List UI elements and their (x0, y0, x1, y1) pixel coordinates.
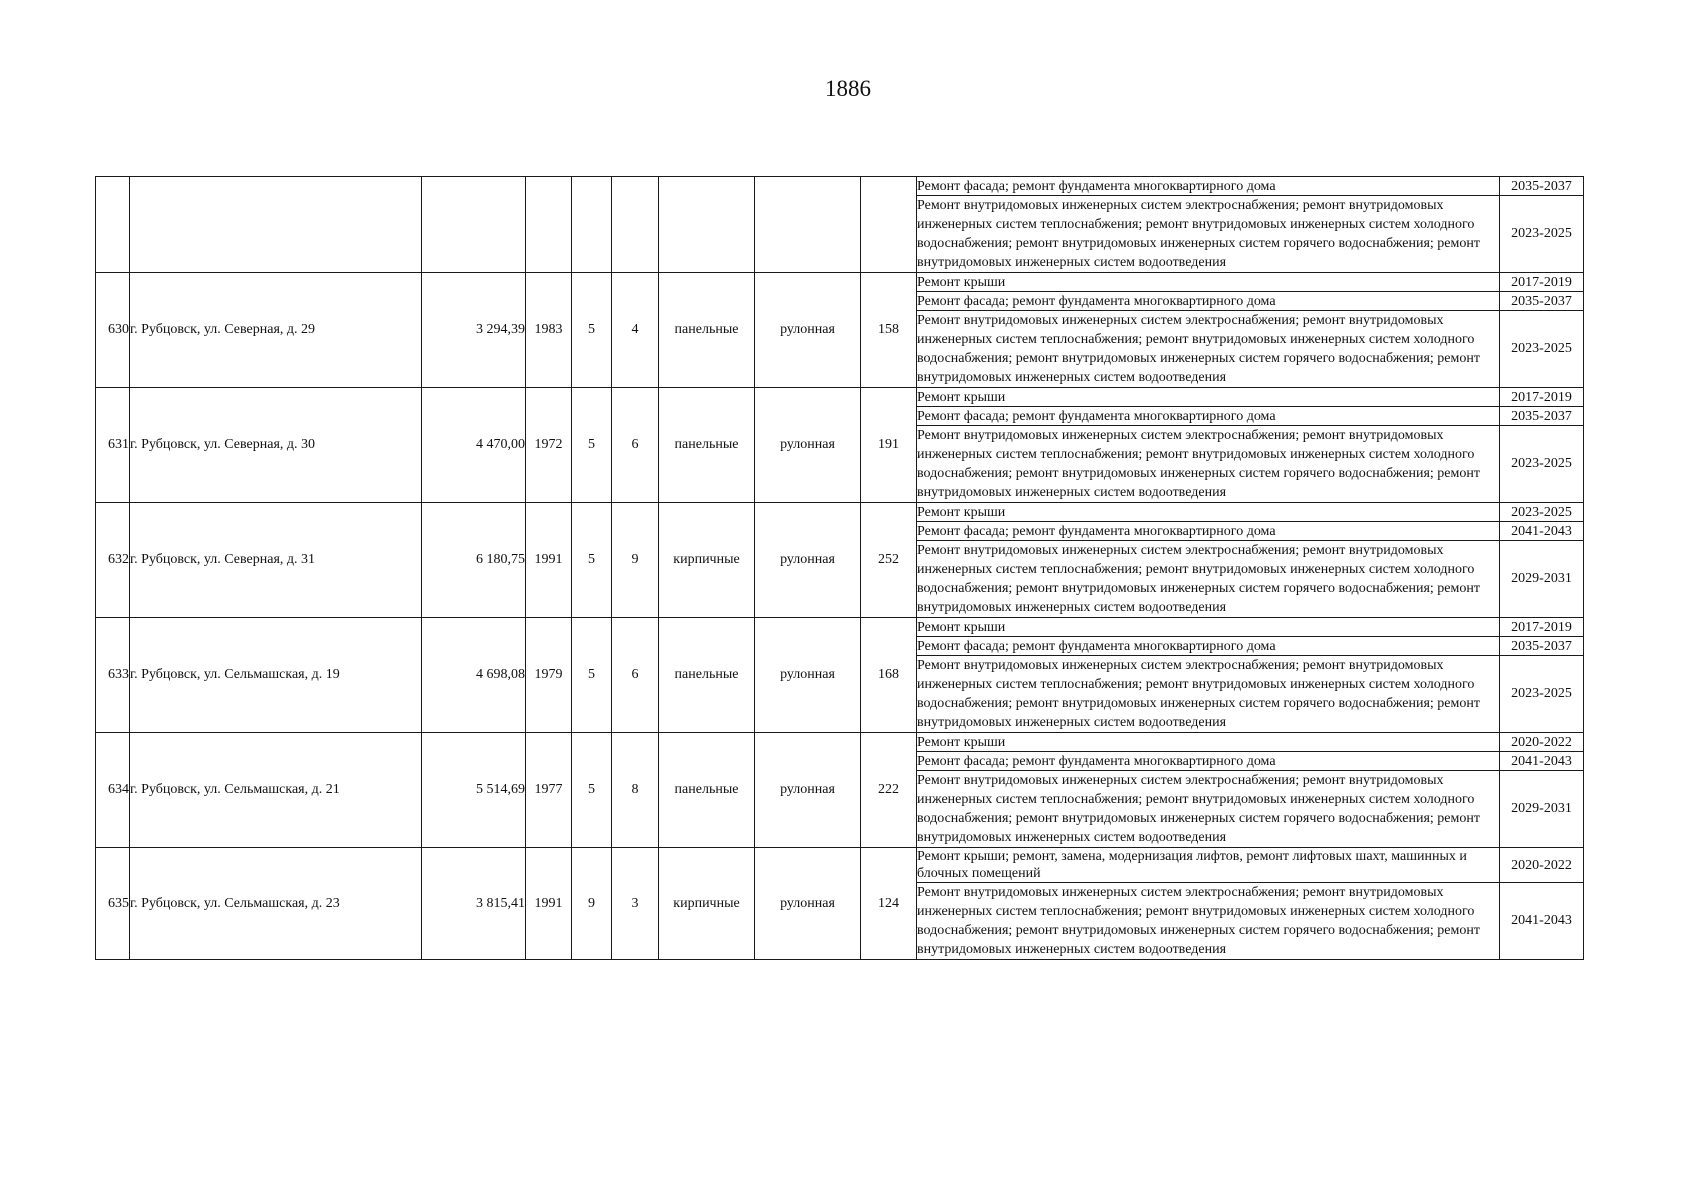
work-period: 2041-2043 (1500, 522, 1584, 541)
entrances: 8 (612, 733, 659, 848)
row-number: 630 (96, 273, 130, 388)
work-description: Ремонт внутридомовых инженерных систем электроснабжения; ремонт внутридомовых инженерных систем теплоснабжения; ремонт внутридомовых инженерных систем холодного водоснабжения; ремонт внутридомовых инженерных систем горячего водоснабжения; ремонт внутридомовых инженерных систем водоотведения (917, 311, 1500, 388)
entrances: 6 (612, 618, 659, 733)
table-row (96, 177, 1584, 196)
work-period: 2017-2019 (1500, 273, 1584, 292)
total-area: 4 470,00 (422, 388, 526, 503)
work-period: 2029-2031 (1500, 541, 1584, 618)
year-cell (526, 177, 572, 273)
area-cell (422, 177, 526, 273)
table-row (96, 848, 1584, 883)
entrances: 3 (612, 848, 659, 960)
floors: 9 (572, 848, 612, 960)
work-period: 2035-2037 (1500, 407, 1584, 426)
work-description: Ремонт крыши (917, 733, 1500, 752)
work-description: Ремонт крыши (917, 618, 1500, 637)
table-row (96, 503, 1584, 522)
work-description: Ремонт фасада; ремонт фундамента многоквартирного дома (917, 407, 1500, 426)
table-row (96, 618, 1584, 637)
total-area: 3 294,39 (422, 273, 526, 388)
residents: 222 (861, 733, 917, 848)
work-description: Ремонт внутридомовых инженерных систем электроснабжения; ремонт внутридомовых инженерных систем теплоснабжения; ремонт внутридомовых инженерных систем холодного водоснабжения; ремонт внутридомовых инженерных систем горячего водоснабжения; ремонт внутридомовых инженерных систем водоотведения (917, 656, 1500, 733)
work-description: Ремонт фасада; ремонт фундамента многоквартирного дома (917, 522, 1500, 541)
roof-type: рулонная (755, 848, 861, 960)
residents-cell (861, 177, 917, 273)
work-period: 2029-2031 (1500, 771, 1584, 848)
address: г. Рубцовск, ул. Сельмашская, д. 23 (130, 848, 422, 960)
work-period: 2023-2025 (1500, 656, 1584, 733)
address: г. Рубцовск, ул. Северная, д. 29 (130, 273, 422, 388)
work-period: 2017-2019 (1500, 388, 1584, 407)
total-area: 5 514,69 (422, 733, 526, 848)
address: г. Рубцовск, ул. Северная, д. 31 (130, 503, 422, 618)
work-description: Ремонт внутридомовых инженерных систем электроснабжения; ремонт внутридомовых инженерных систем теплоснабжения; ремонт внутридомовых инженерных систем холодного водоснабжения; ремонт внутридомовых инженерных систем горячего водоснабжения; ремонт внутридомовых инженерных систем водоотведения (917, 426, 1500, 503)
work-period: 2041-2043 (1500, 883, 1584, 960)
residents: 168 (861, 618, 917, 733)
floors: 5 (572, 273, 612, 388)
work-period: 2017-2019 (1500, 618, 1584, 637)
work-description: Ремонт крыши; ремонт, замена, модернизация лифтов, ремонт лифтовых шахт, машинных и блочных помещений (917, 848, 1500, 883)
work-period: 2023-2025 (1500, 503, 1584, 522)
entrances: 9 (612, 503, 659, 618)
work-period: 2020-2022 (1500, 733, 1584, 752)
row-number: 631 (96, 388, 130, 503)
residents: 191 (861, 388, 917, 503)
work-period: 2035-2037 (1500, 637, 1584, 656)
table-row (96, 733, 1584, 752)
row-number-cell (96, 177, 130, 273)
work-period: 2035-2037 (1500, 292, 1584, 311)
roof-type: рулонная (755, 618, 861, 733)
total-area: 6 180,75 (422, 503, 526, 618)
wall-material: панельные (659, 273, 755, 388)
floors: 5 (572, 618, 612, 733)
table-body (96, 177, 1584, 960)
roof-cell (755, 177, 861, 273)
row-number: 632 (96, 503, 130, 618)
build-year: 1991 (526, 503, 572, 618)
row-number: 634 (96, 733, 130, 848)
floors: 5 (572, 503, 612, 618)
row-number: 633 (96, 618, 130, 733)
housing-repair-table (95, 176, 1584, 960)
entrances: 4 (612, 273, 659, 388)
work-description: Ремонт крыши (917, 388, 1500, 407)
floors-cell (572, 177, 612, 273)
wall-material: панельные (659, 388, 755, 503)
work-period: 2023-2025 (1500, 196, 1584, 273)
roof-type: рулонная (755, 733, 861, 848)
build-year: 1977 (526, 733, 572, 848)
row-number: 635 (96, 848, 130, 960)
build-year: 1979 (526, 618, 572, 733)
residents: 158 (861, 273, 917, 388)
work-description: Ремонт фасада; ремонт фундамента многоквартирного дома (917, 752, 1500, 771)
work-period: 2023-2025 (1500, 426, 1584, 503)
build-year: 1991 (526, 848, 572, 960)
page-number: 1886 (825, 76, 871, 101)
work-period: 2023-2025 (1500, 311, 1584, 388)
build-year: 1983 (526, 273, 572, 388)
work-description: Ремонт крыши (917, 503, 1500, 522)
work-description: Ремонт фасада; ремонт фундамента многоквартирного дома (917, 177, 1500, 196)
build-year: 1972 (526, 388, 572, 503)
work-description: Ремонт внутридомовых инженерных систем электроснабжения; ремонт внутридомовых инженерных систем теплоснабжения; ремонт внутридомовых инженерных систем холодного водоснабжения; ремонт внутридомовых инженерных систем горячего водоснабжения; ремонт внутридомовых инженерных систем водоотведения (917, 541, 1500, 618)
wall-material: кирпичные (659, 848, 755, 960)
work-description: Ремонт фасада; ремонт фундамента многоквартирного дома (917, 637, 1500, 656)
work-period: 2035-2037 (1500, 177, 1584, 196)
address: г. Рубцовск, ул. Сельмашская, д. 21 (130, 733, 422, 848)
roof-type: рулонная (755, 503, 861, 618)
residents: 124 (861, 848, 917, 960)
roof-type: рулонная (755, 273, 861, 388)
work-description: Ремонт внутридомовых инженерных систем электроснабжения; ремонт внутридомовых инженерных систем теплоснабжения; ремонт внутридомовых инженерных систем холодного водоснабжения; ремонт внутридомовых инженерных систем горячего водоснабжения; ремонт внутридомовых инженерных систем водоотведения (917, 196, 1500, 273)
wall-material: кирпичные (659, 503, 755, 618)
work-description: Ремонт внутридомовых инженерных систем электроснабжения; ремонт внутридомовых инженерных систем теплоснабжения; ремонт внутридомовых инженерных систем холодного водоснабжения; ремонт внутридомовых инженерных систем горячего водоснабжения; ремонт внутридомовых инженерных систем водоотведения (917, 771, 1500, 848)
work-period: 2020-2022 (1500, 848, 1584, 883)
entrances-cell (612, 177, 659, 273)
address: г. Рубцовск, ул. Сельмашская, д. 19 (130, 618, 422, 733)
floors: 5 (572, 733, 612, 848)
work-description: Ремонт внутридомовых инженерных систем электроснабжения; ремонт внутридомовых инженерных систем теплоснабжения; ремонт внутридомовых инженерных систем холодного водоснабжения; ремонт внутридомовых инженерных систем горячего водоснабжения; ремонт внутридомовых инженерных систем водоотведения (917, 883, 1500, 960)
roof-type: рулонная (755, 388, 861, 503)
walls-cell (659, 177, 755, 273)
wall-material: панельные (659, 618, 755, 733)
table-row (96, 388, 1584, 407)
work-period: 2041-2043 (1500, 752, 1584, 771)
work-description: Ремонт крыши (917, 273, 1500, 292)
floors: 5 (572, 388, 612, 503)
entrances: 6 (612, 388, 659, 503)
total-area: 4 698,08 (422, 618, 526, 733)
address: г. Рубцовск, ул. Северная, д. 30 (130, 388, 422, 503)
address-cell (130, 177, 422, 273)
residents: 252 (861, 503, 917, 618)
total-area: 3 815,41 (422, 848, 526, 960)
wall-material: панельные (659, 733, 755, 848)
work-description: Ремонт фасада; ремонт фундамента многоквартирного дома (917, 292, 1500, 311)
table-row (96, 273, 1584, 292)
